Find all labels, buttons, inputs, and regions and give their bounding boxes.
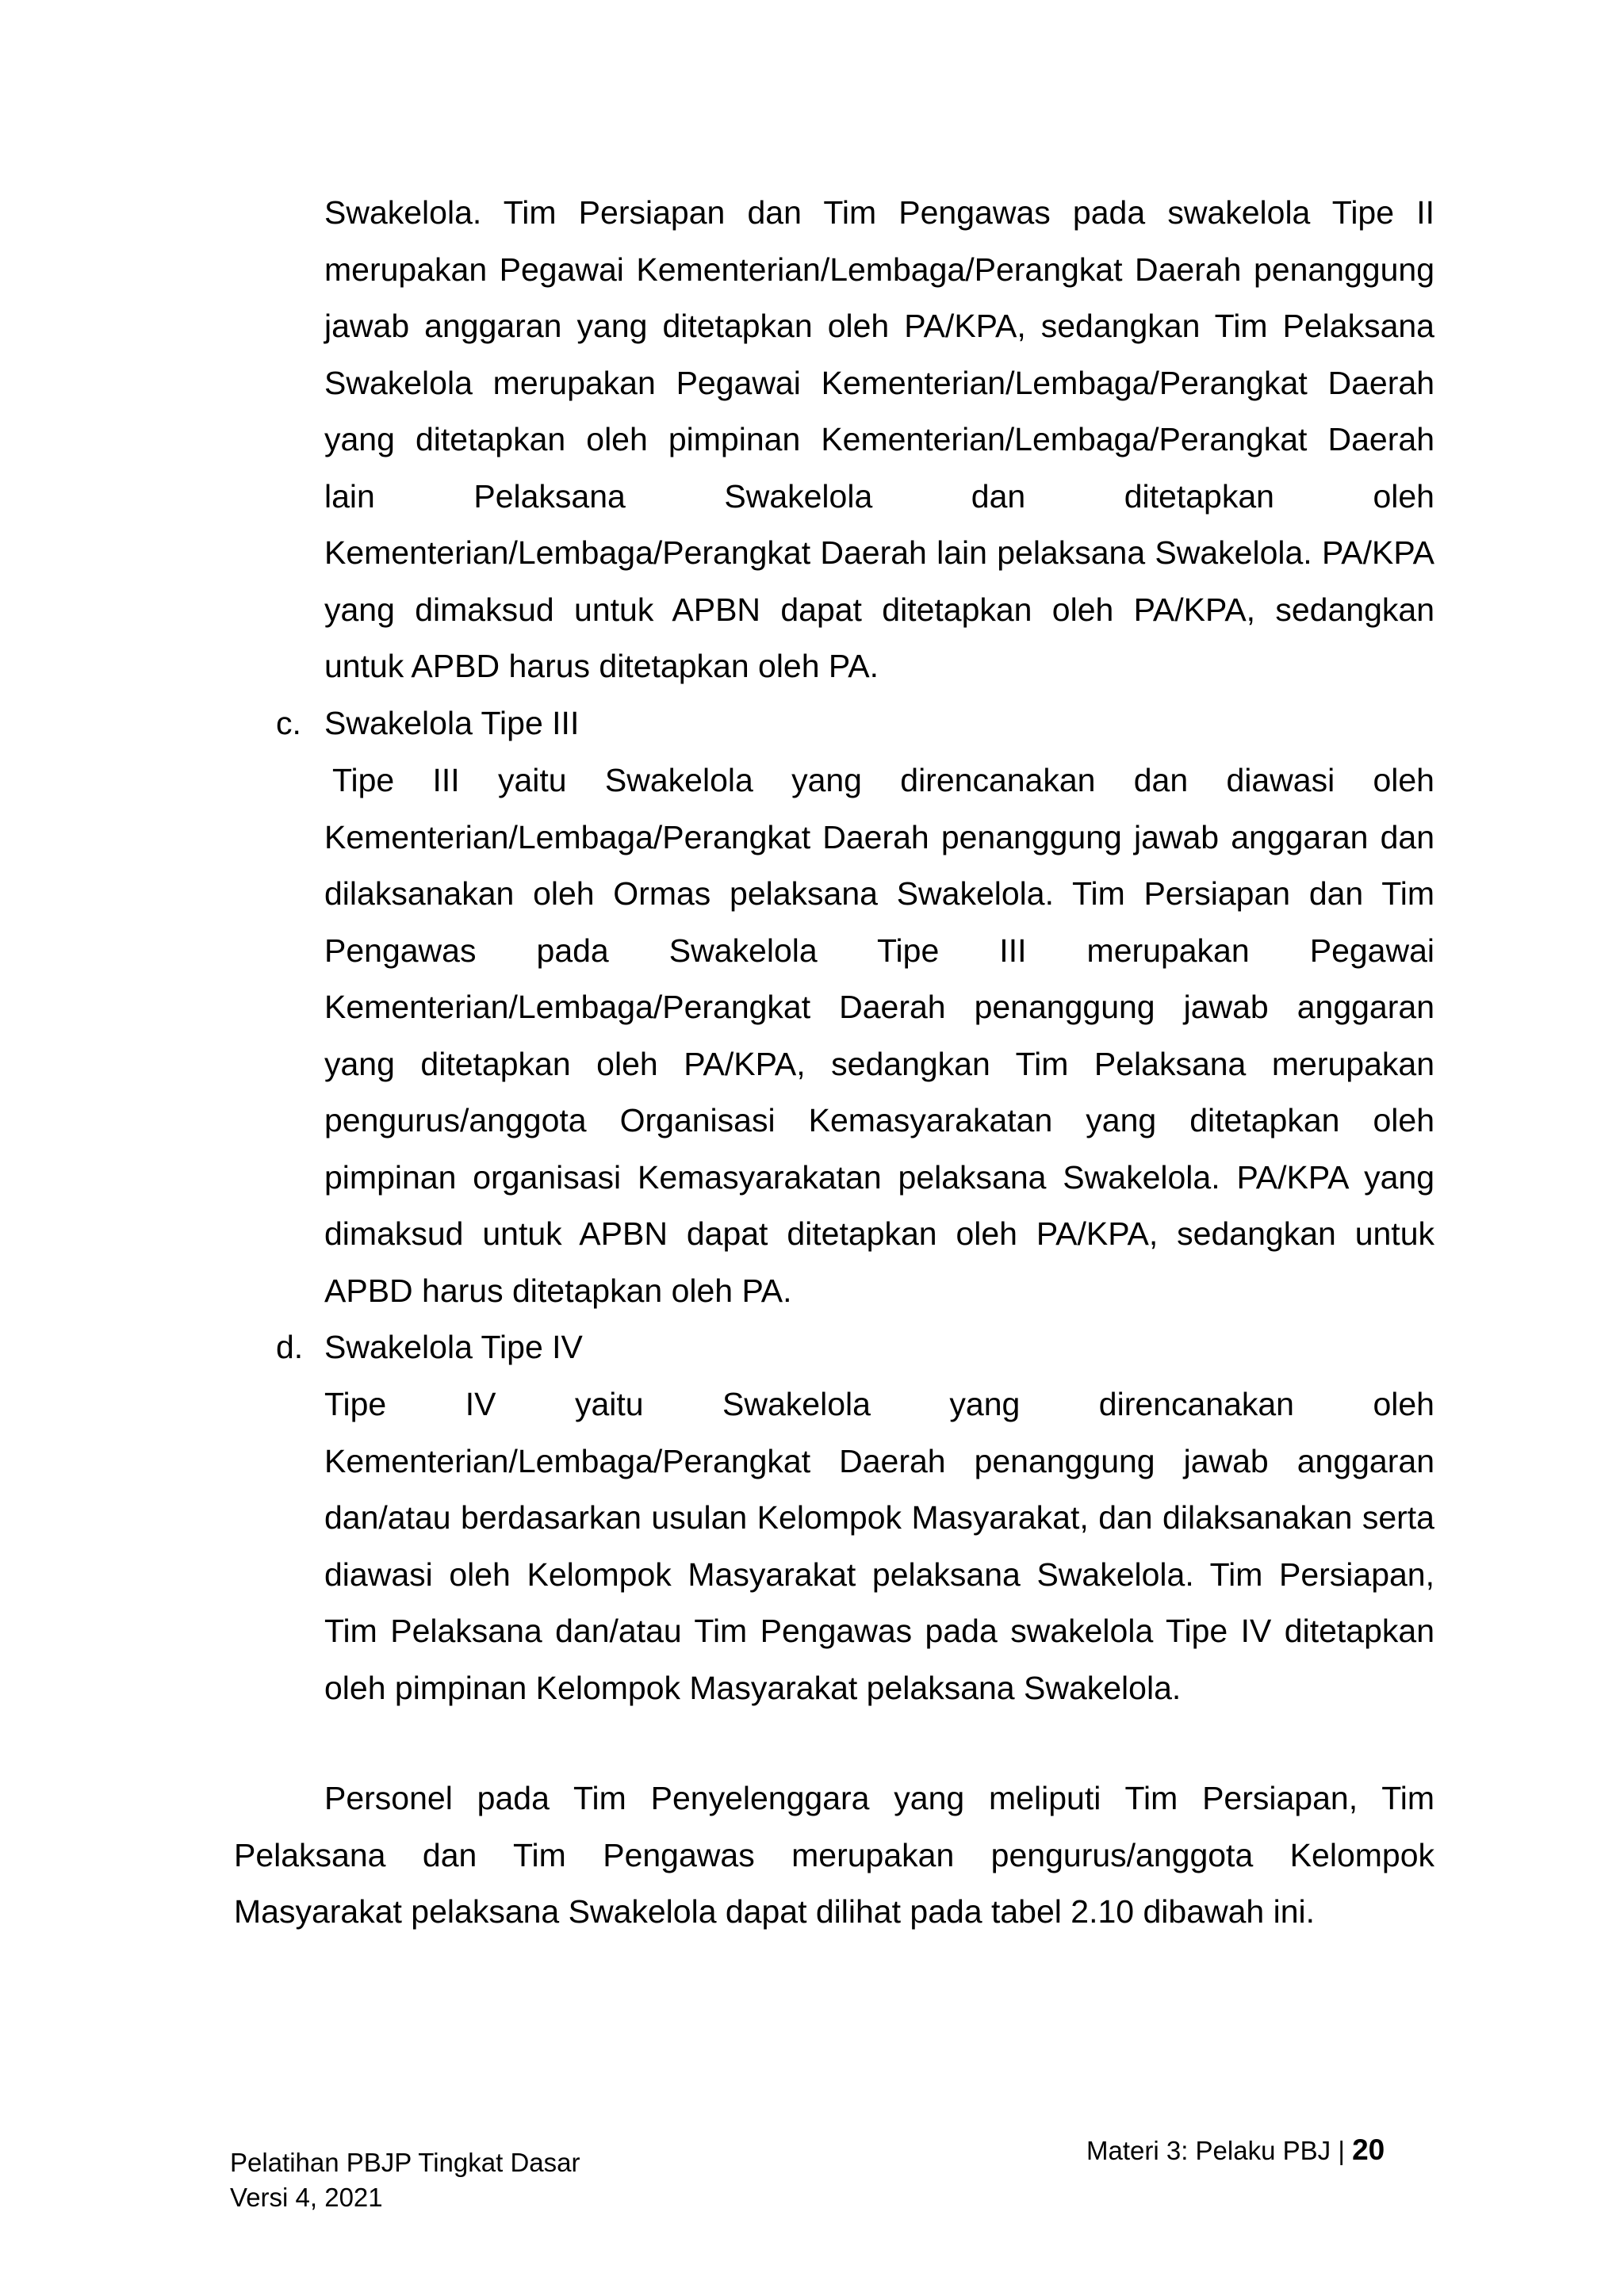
footer-course-title: Pelatihan PBJP Tingkat Dasar xyxy=(230,2148,580,2177)
list-item-c-body xyxy=(324,752,1434,1319)
page-number: 20 xyxy=(1352,2133,1385,2166)
footer-left xyxy=(230,2145,580,2215)
list-item-heading: Swakelola Tipe III xyxy=(324,705,580,741)
continuation-paragraph: Swakelola. Tim Persiapan dan Tim Pengawas pada swakelola Tipe II merupakan Pegawai Kementerian/Lembaga/Perangkat Daerah penanggung jawab anggaran yang ditetapkan oleh PA/KPA, sedangkan Tim Pelaksana Swakelola merupakan Pegawai Kementerian/Lembaga/Perangkat Daerah yang ditetapkan oleh pimpinan Kementerian/Lembaga/Perangkat Daerah lain Pelaksana Swakelola dan ditetapkan oleh Kementerian/Lembaga/Perangkat Daerah lain pelaksana Swakelola. PA/KPA yang dimaksud untuk APBN dapat ditetapkan oleh PA/KPA, sedangkan untuk APBD harus ditetapkan oleh PA. xyxy=(324,194,1434,684)
footer-separator: | xyxy=(1338,2136,1345,2165)
closing-paragraph xyxy=(234,1770,1434,1941)
list-item-body-text: Tipe III yaitu Swakelola yang direncanakan dan diawasi oleh Kementerian/Lembaga/Perangkat Daerah penanggung jawab anggaran dan dilaksanakan oleh Ormas pelaksana Swakelola. Tim Persiapan dan Tim Pengawas pada Swakelola Tipe III merupakan Pegawai Kementerian/Lembaga/Perangkat Daerah penanggung jawab anggaran yang ditetapkan oleh PA/KPA, sedangkan Tim Pelaksana merupakan pengurus/anggota Organisasi Kemasyarakatan yang ditetapkan oleh pimpinan organisasi Kemasyarakatan pelaksana Swakelola. PA/KPA yang dimaksud untuk APBN dapat ditetapkan oleh PA/KPA, sedangkan untuk APBD harus ditetapkan oleh PA. xyxy=(324,762,1434,1309)
footer-right xyxy=(1086,2133,1385,2168)
list-item-heading: Swakelola Tipe IV xyxy=(324,1329,583,1365)
list-item-letter: d. xyxy=(276,1329,304,1365)
footer-version: Versi 4, 2021 xyxy=(230,2183,383,2212)
list-item-body-text: Tipe IV yaitu Swakelola yang direncanakan oleh Kementerian/Lembaga/Perangkat Daerah penanggung jawab anggaran dan/atau berdasarkan usulan Kelompok Masyarakat, dan dilaksanakan serta diawasi oleh Kelompok Masyarakat pelaksana Swakelola. Tim Persiapan, Tim Pelaksana dan/atau Tim Pengawas pada swakelola Tipe IV ditetapkan oleh pimpinan Kelompok Masyarakat pelaksana Swakelola. xyxy=(324,1386,1434,1706)
continuation-text xyxy=(324,185,1434,695)
footer-chapter: Materi 3: Pelaku PBJ xyxy=(1086,2136,1331,2165)
list-item-d-body xyxy=(324,1376,1434,1716)
list-item-letter: c. xyxy=(276,705,301,741)
closing-paragraph-text: Personel pada Tim Penyelenggara yang meliputi Tim Persiapan, Tim Pelaksana dan Tim Pengawas merupakan pengurus/anggota Kelompok Masyarakat pelaksana Swakelola dapat dilihat pada tabel 2.10 dibawah ini. xyxy=(234,1780,1434,1930)
